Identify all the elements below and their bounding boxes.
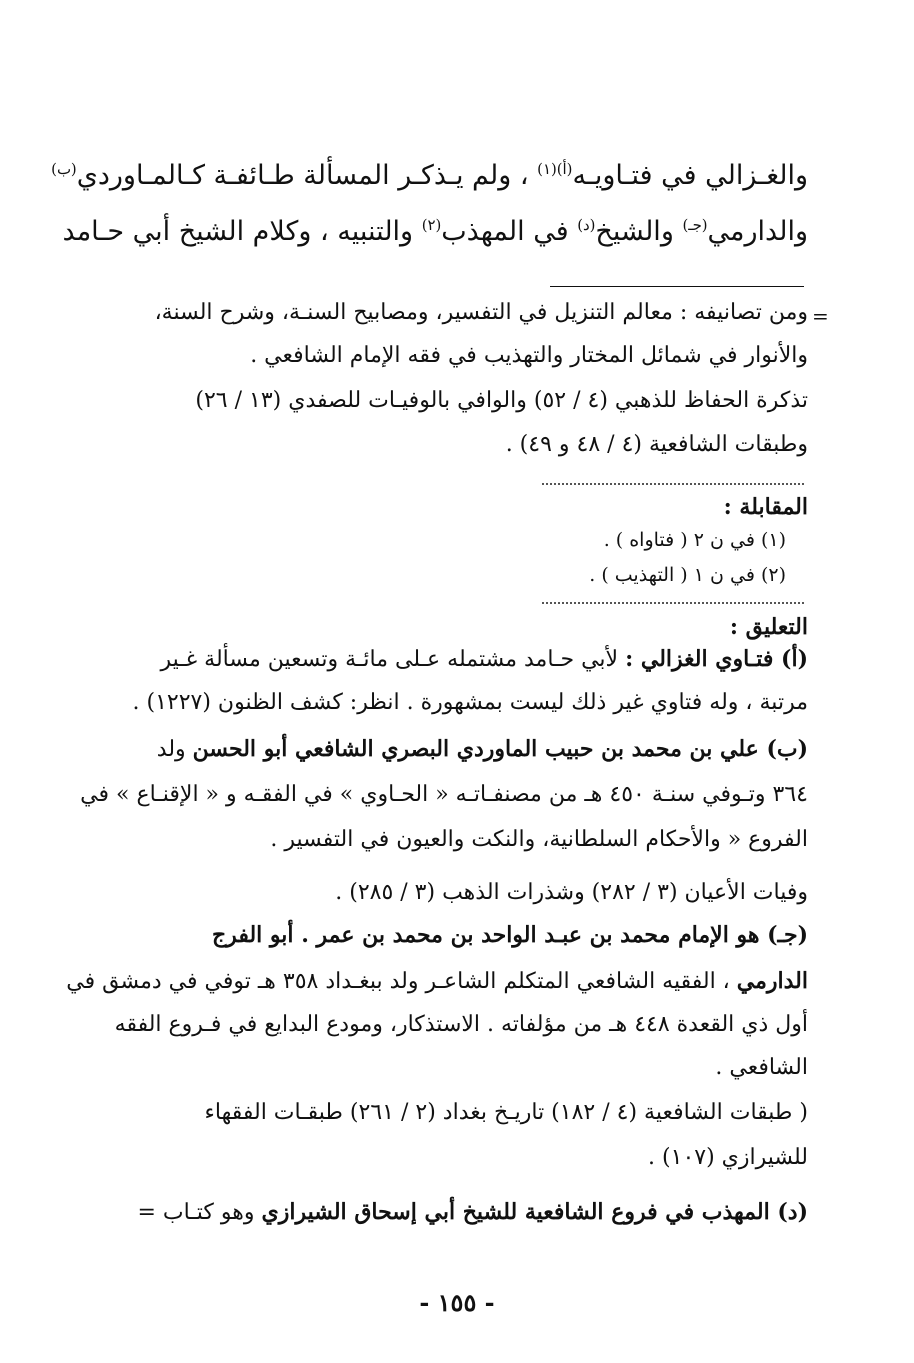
biography-note-line: تذكرة الحفاظ للذهبي (٤ / ٥٢) والوافي بالوفيـات للصفدي (١٣ / ٢٦)	[195, 388, 808, 413]
collation-item: (٢) في ن ١ ( التهذيب ) .	[589, 564, 786, 586]
page-number: - ١٥٥ -	[419, 1288, 495, 1317]
commentary-b-line: الفروع « والأحكام السلطانية، والنكت والعيون في التفسير .	[270, 827, 808, 852]
dotted-separator	[542, 483, 804, 485]
commentary-d-title: (د) المهذب في فروع الشافعية للشيخ أبي إسحاق الشيرازي	[261, 1199, 808, 1225]
collation-item: (١) في ن ٢ ( فتاواه ) .	[603, 529, 786, 551]
commentary-heading: التعليق :	[729, 614, 808, 640]
commentary-a-line: مرتبة ، وله فتاوي غير ذلك ليست بمشهورة . انظر: كشف الظنون (١٢٢٧) .	[132, 690, 808, 715]
commentary-a-line: (أ) فتـاوي الغزالي : لأبي حـامد مشتمله عـلى مائـة وتسعين مسألة غـير	[160, 646, 808, 672]
biography-note-line: وطبقات الشافعية (٤ / ٤٨ و ٤٩) .	[505, 432, 808, 457]
collation-heading: المقابلة :	[723, 494, 808, 520]
dotted-separator	[542, 602, 804, 604]
commentary-b-line: (ب) علي بن محمد بن حبيب الماوردي البصري الشافعي أبو الحسن ولد	[156, 736, 808, 762]
commentary-b-line: وفيات الأعيان (٣ / ٢٨٢) وشذرات الذهب (٣ / ٢٨٥) .	[335, 880, 808, 905]
commentary-c-line: للشيرازي (١٠٧) .	[648, 1145, 808, 1170]
footnote-ref: (أ)(١)	[537, 160, 573, 178]
commentary-d-line: (د) المهذب في فروع الشافعية للشيخ أبي إسحاق الشيرازي وهو كتـاب =	[137, 1199, 808, 1225]
footnote-ref: (د)	[577, 216, 596, 234]
commentary-c-title: (جـ) هو الإمام محمد بن عبـد الواحد بن محمد بن عمر . أبو الفرج	[211, 922, 808, 948]
commentary-a-title: (أ) فتـاوي الغزالي :	[625, 646, 808, 672]
biography-note-line: والأنوار في شمائل المختار والتهذيب في فقه الإمام الشافعي .	[250, 343, 808, 368]
main-text-line-2: والدارمي$^{(جـ)}$ والشيخ$^{(د)}$ في المهذب$^{(٢)}$ والتنبيه ، وكلام الشيخ أبي حـامد	[62, 216, 808, 247]
commentary-b-title: (ب) علي بن محمد بن حبيب الماوردي البصري الشافعي أبو الحسن	[192, 736, 808, 762]
commentary-c-line: أول ذي القعدة ٤٤٨ هـ من مؤلفاته . الاستذكار، ومودع البدايع في فـروع الفقه	[114, 1012, 808, 1037]
main-text-line-1: والغـزالي في فتـاويـه$^{(أ)(١)}$ ، ولم يـذكـر المسألة طـائفـة كـالمـاوردي$^{(ب)}$	[51, 160, 808, 191]
footnote-ref: (ب)	[51, 160, 77, 178]
commentary-c-line: ( طبقات الشافعية (٤ / ١٨٢) تاريـخ بغداد (٢ / ٢٦١) طبقـات الفقهاء	[204, 1100, 808, 1125]
footnote-separator	[550, 286, 804, 287]
biography-note-line: ومن تصانيفه : معالم التنزيل في التفسير، ومصابيح السنـة، وشرح السنة،	[154, 300, 808, 325]
footnote-ref: (٢)	[421, 216, 442, 234]
commentary-c-line: الدارمي ، الفقيه الشافعي المتكلم الشاعـر ولد ببغـداد ٣٥٨ هـ توفي في دمشق في	[66, 968, 808, 994]
commentary-c-line: الشافعي .	[715, 1055, 808, 1080]
continuation-marker: =	[812, 304, 829, 328]
footnote-ref: (جـ)	[682, 216, 708, 234]
commentary-b-line: ٣٦٤ وتـوفي سنـة ٤٥٠ هـ من مصنفـاتـه « الحـاوي » في الفقـه و « الإقنـاع » في	[80, 782, 808, 807]
